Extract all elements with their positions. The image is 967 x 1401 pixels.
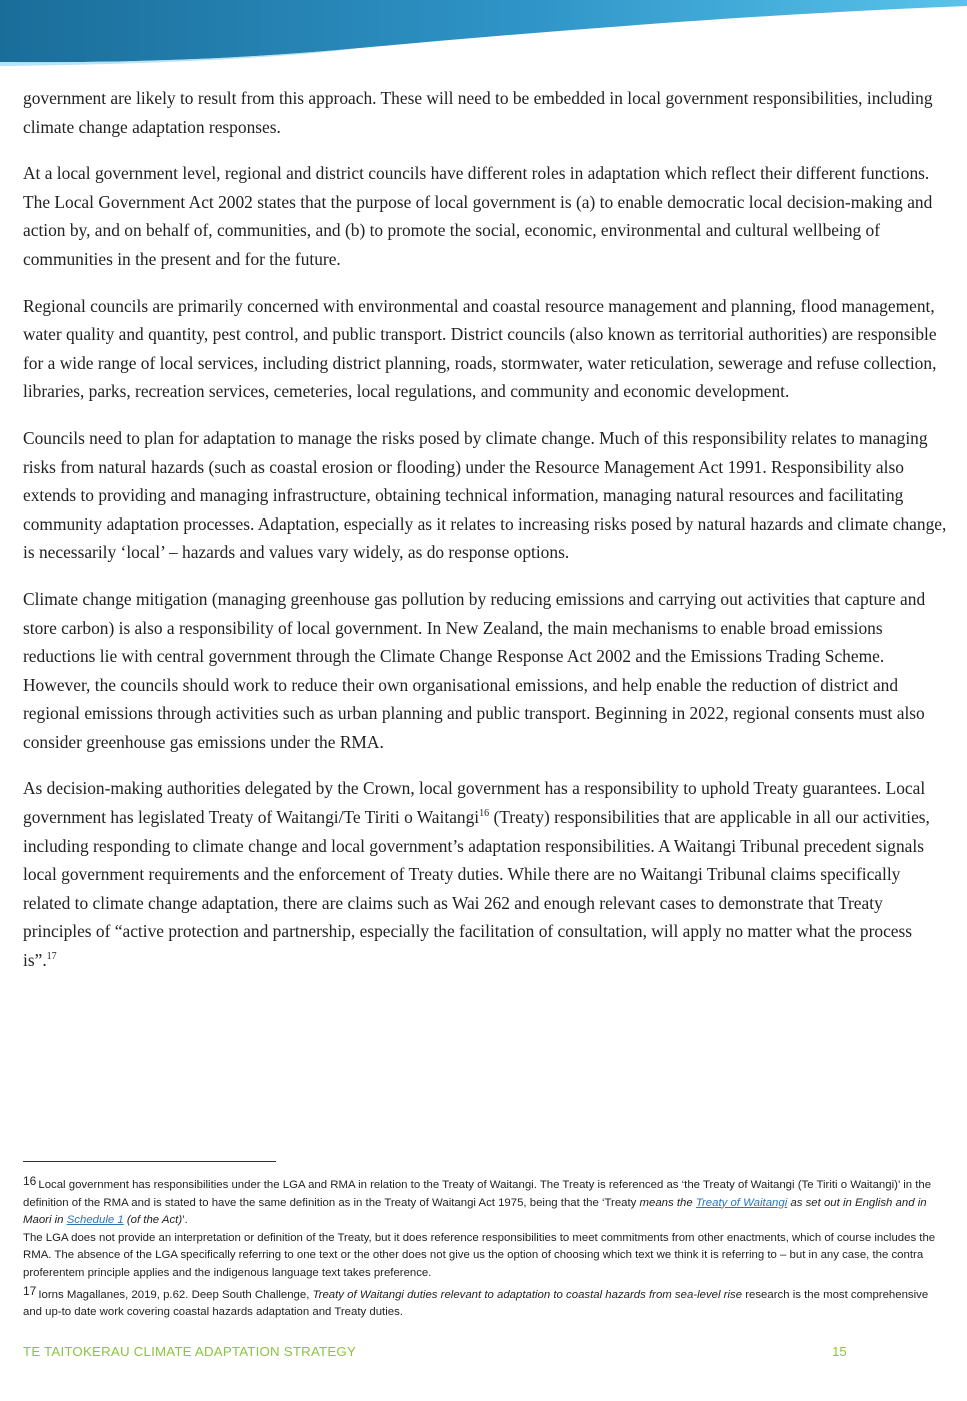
paragraph-4: Councils need to plan for adaptation to manage the risks posed by climate change. Much of this responsibility relates to managing risks from natural hazards (such as coastal erosion or flooding) under the Resource Management Act 1991. Responsibility also extends to providing and managing infrastructure, obtaining technical information, managing natural resources and facilitating community adaptation processes. Adaptation, especially as it relates to increasing risks posed by natural hazards and climate change, is necessarily ‘local’ – hazards and values vary widely, as do response options.: [23, 427, 947, 563]
footnote-ref-16[interactable]: 16: [479, 808, 490, 820]
footnote-16-continued: The LGA does not provide an interpretation or definition of the Treaty, but it does reference responsibilities to meet commitments from other enactments, which of course includes the RMA. The absence of the LGA specifically referring to one text or the other does not give us the option of choosing which text we think it is referring to – but in any case, the contra proferentem principle applies and the indigenous language text takes preference.: [23, 1231, 936, 1279]
footer-document-title: TE TAITOKERAU CLIMATE ADAPTATION STRATEGY: [23, 1344, 357, 1359]
treaty-text-part2: (Treaty) responsibilities that are applicable in all our activities, including responding to climate change and local government’s adaptation responsibilities. A Waitangi Tribunal precedent signals local government requirements and the enforcement of Treaty duties. While there are no Waitangi Tribunal claims specifically related to climate change adaptation, there are claims such as Wai 262 and enough relevant cases to demonstrate that Treaty principles of “active protection and partnership, especially the facilitation of consultation, will apply no matter what the process is”.: [23, 807, 930, 971]
wave-main-shape: [0, 0, 967, 62]
main-content: [23, 84, 948, 993]
footnote-16-close: ’.: [182, 1214, 188, 1227]
footnote-16-italic-3: (of the Act): [123, 1214, 183, 1227]
footnote-16-italic-2: as set out in English and in Maori in: [23, 1196, 927, 1227]
footnote-16-text: Local government has responsibilities under the LGA and RMA in relation to the Treaty of Waitangi. The Treaty is referenced as ‘the Treaty of Waitangi (Te Tiriti o Waitangi)’ in the definition of the RMA and is stated to have the same definition as in the Treaty of Waitangi Act 1975, being that the ‘Treaty: [23, 1179, 932, 1209]
footnote-separator: [23, 1161, 276, 1162]
treaty-text-part1: As decision-making authorities delegated by the Crown, local government has a responsibility to uphold Treaty guarantees. Local government has legislated Treaty of Waitangi/Te Tiriti o Waitangi: [23, 778, 926, 828]
footnote-16-italic: means the: [639, 1196, 696, 1209]
footnote-17: [23, 1283, 943, 1322]
footnote-17-text: Iorns Magallanes, 2019, p.62. Deep South Challenge,: [38, 1288, 313, 1301]
footnote-17-italic-title: Treaty of Waitangi duties relevant to adaptation to coastal hazards from sea-level rise: [312, 1288, 743, 1301]
treaty-of-waitangi-link[interactable]: Treaty of Waitangi: [695, 1196, 788, 1209]
paragraph-3: Regional councils are primarily concerned with environmental and coastal resource management and planning, flood management, water quality and quantity, pest control, and public transport. District councils (also known as territorial authorities) are responsible for a wide range of local services, including district planning, roads, stormwater, water reticulation, sewerage and refuse collection, libraries, parks, recreation services, cemeteries, local regulations, and community and economic development.: [23, 295, 937, 402]
footnote-ref-17[interactable]: 17: [46, 951, 57, 963]
paragraph-5: Climate change mitigation (managing greenhouse gas pollution by reducing emissions and carrying out activities that capture and store carbon) is also a responsibility of local government. In New Zealand, the main mechanisms to enable broad emissions reductions lie with central government through the Climate Change Response Act 2002 and the Emissions Trading Scheme. However, the councils should work to reduce their own organisational emissions, and help enable the reduction of district and regional emissions through activities such as urban planning and public transport. Beginning in 2022, regional consents must also consider greenhouse gas emissions under the RMA.: [23, 588, 926, 752]
footnotes-section: [23, 1173, 943, 1322]
footnote-17-text-2: research is the most comprehensive and up-to date work covering coastal hazards adaptation and Treaty duties.: [23, 1288, 929, 1319]
footnote-16-number: 16: [23, 1174, 37, 1188]
paragraph-1: government are likely to result from this approach. These will need to be embedded in local government responsibilities, including climate change adaptation responses.: [23, 88, 933, 137]
page-number: 15: [832, 1344, 847, 1359]
header-wave-banner: [0, 0, 967, 70]
footnote-16: [23, 1173, 943, 1230]
paragraph-2: At a local government level, regional and district councils have different roles in adaptation which reflect their different functions. The Local Government Act 2002 states that the purpose of local government is (a) to enable democratic local decision-making and action by, and on behalf of, communities, and (b) to promote the social, economic, environmental and cultural wellbeing of communities in the present and for the future.: [23, 163, 933, 269]
paragraph-treaty: [23, 774, 948, 974]
schedule-1-link[interactable]: Schedule 1: [66, 1214, 124, 1227]
footnote-17-number: 17: [23, 1283, 37, 1298]
